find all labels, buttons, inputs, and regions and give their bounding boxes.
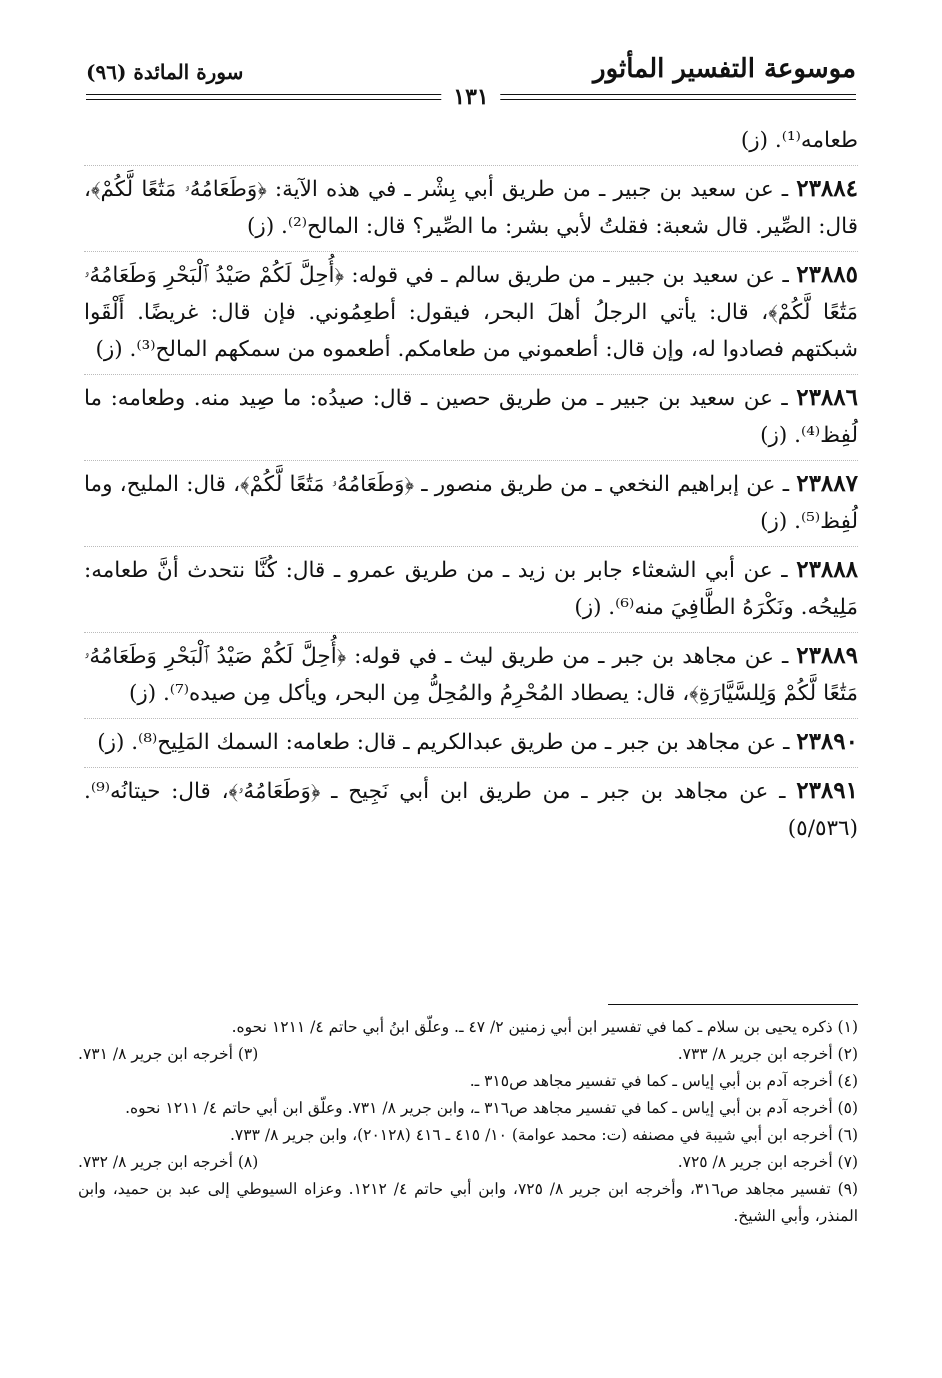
header-rule [86, 84, 856, 110]
entry-number: ٢٣٨٨٤ [796, 175, 858, 202]
footnote: (٨) أخرجه ابن جرير ٨/ ٧٣٢. [78, 1153, 259, 1171]
footnote: (١) ذكره يحيى بن سلام ـ كما في تفسير ابن أبي زمنين ٢/ ٤٧ ـ. وعلّق ابنُ أبي حاتم ٤/ ١٢١١ نحوه. [231, 1018, 858, 1036]
entry [84, 170, 858, 252]
entry-text: طعامه⁽¹⁾. (ز) [740, 128, 858, 153]
entry-text: ـ عن سعيد بن جبير ـ من طريق أبي بِشْر ـ في هذه الآية: ﴿وَطَعَامُهُۥ مَتَٰعًا لَّكُمْ﴾، قال: الصِّير. قال شعبة: فقلتُ لأبي بشر: ما الصِّير؟ قال: المالح⁽²⁾. (ز) [84, 177, 858, 239]
entry [84, 551, 858, 633]
entry-number: ٢٣٨٨٦ [796, 384, 858, 411]
footnote-row [78, 1149, 858, 1176]
surah-label: سورة المائدة (٩٦) [86, 60, 244, 84]
entry-text: ـ عن أبي الشعثاء جابر بن زيد ـ من طريق عمرو ـ قال: كُنَّا نتحدث أنَّ طعامه: مَلِيحُه. ونَكْرَهُ الطَّافِيَ منه⁽⁶⁾. (ز) [84, 558, 858, 620]
entry [84, 772, 858, 853]
footnote: (٧) أخرجه ابن جرير ٨/ ٧٢٥. [677, 1153, 858, 1171]
page-number: ١٣١ [441, 84, 500, 110]
footnote: (٦) أخرجه ابن أبي شيبة في مصنفه (ت: محمد عوامة) ١٠/ ٤١٥ ـ ٤١٦ (٢٠١٢٨)، وابن جرير ٨/ ٧٣٣. [229, 1126, 858, 1144]
entry-number: ٢٣٨٨٥ [796, 261, 858, 288]
main-text [84, 122, 858, 857]
entry-number: ٢٣٨٩٠ [796, 728, 858, 755]
entry [84, 465, 858, 547]
entry-number: ٢٣٨٨٧ [796, 470, 858, 497]
entry-text: ـ عن مجاهد بن جبر ـ من طريق ليث ـ في قوله: ﴿أُحِلَّ لَكُمْ صَيْدُ ٱلْبَحْرِ وَطَعَامُهُۥ مَتَٰعًا لَّكُمْ وَلِلسَّيَّارَةِ﴾، قال: يصطاد المُحْرِمُ والمُحِلُّ مِن البحر، ويأكل مِن صيده⁽⁷⁾. (ز) [84, 644, 858, 706]
entry-text: ـ عن مجاهد بن جبر ـ من طريق عبدالكريم ـ قال: طعامه: السمك المَلِيح⁽⁸⁾. (ز) [97, 730, 797, 755]
footnote-row [78, 1041, 858, 1068]
entry [84, 723, 858, 768]
entry-continuation [84, 122, 858, 166]
entry-text: ـ عن إبراهيم النخعي ـ من طريق منصور ـ ﴿وَطَعَامُهُۥ مَتَٰعًا لَّكُمْ﴾، قال: المليح، وما لُفِظ⁽⁵⁾. (ز) [84, 472, 858, 534]
book-title: موسوعة التفسير المأثور [593, 54, 856, 84]
footnote: (٤) أخرجه آدم بن أبي إياس ـ كما في تفسير مجاهد ص٣١٥ ـ. [469, 1072, 858, 1090]
footnote-rule [608, 1004, 858, 1005]
entry-number: ٢٣٨٨٩ [796, 642, 858, 669]
entry-text: ـ عن مجاهد بن جبر ـ من طريق ابن أبي نَجِيح ـ ﴿وَطَعَامُهُۥ﴾، قال: حيتانُه⁽⁹⁾. (٥/٥٣٦) [84, 779, 858, 841]
page-header [86, 52, 856, 110]
footnote: (٢) أخرجه ابن جرير ٨/ ٧٣٣. [677, 1045, 858, 1063]
entry-text: ـ عن سعيد بن جبير ـ من طريق حصين ـ قال: صيدُه: ما صِيد منه. وطعامه: ما لُفِظ⁽⁴⁾. (ز) [84, 386, 858, 448]
footnote: (٣) أخرجه ابن جرير ٨/ ٧٣١. [78, 1045, 259, 1063]
footnote: (٥) أخرجه آدم بن أبي إياس ـ كما في تفسير مجاهد ص٣١٦ ـ، وابن جرير ٨/ ٧٣١. وعلّق ابن أبي حاتم ٤/ ١٢١١ نحوه. [125, 1099, 858, 1117]
entry-text: ـ عن سعيد بن جبير ـ من طريق سالم ـ في قوله: ﴿أُحِلَّ لَكُمْ صَيْدُ ٱلْبَحْرِ وَطَعَامُهُۥ مَتَٰعًا لَّكُمْ﴾، قال: يأتي الرجلُ أهلَ البحر، فيقول: أطعِمُوني. فإن قال: غريضًا. أَلْقَوا شبكتهم فصادوا له، وإن قال: أطعموني من طعامكم. أطعموه من سمكهم المالح⁽³⁾. (ز) [84, 263, 858, 362]
footnote: (٩) تفسير مجاهد ص٣١٦، وأخرجه ابن جرير ٨/ ٧٢٥، وابن أبي حاتم ٤/ ١٢١٢. وعزاه السيوطي إلى عبد بن حميد، وابن المنذر، وأبي الشيخ. [78, 1180, 859, 1225]
entry [84, 256, 858, 375]
entry [84, 637, 858, 719]
footnotes [78, 1014, 858, 1230]
entry [84, 379, 858, 461]
entry-number: ٢٣٨٨٨ [796, 556, 858, 583]
entry-number: ٢٣٨٩١ [796, 777, 858, 804]
